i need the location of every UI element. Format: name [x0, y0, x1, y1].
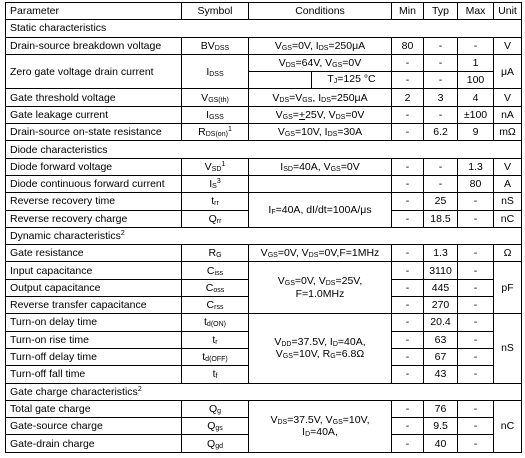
max-value: - [458, 245, 494, 262]
conditions: $T_J=125$ °C [249, 72, 392, 89]
min-value: - [392, 400, 424, 417]
header-parameter: Parameter [6, 3, 182, 20]
symbol: $C_{oss}$ [182, 279, 249, 296]
header-conditions: Conditions [249, 3, 392, 20]
table-row [6, 54, 522, 71]
min-value: - [392, 366, 424, 383]
typ-value: 25 [424, 193, 458, 210]
section-diode [6, 141, 522, 158]
param-name: Gate-drain charge [6, 435, 182, 452]
max-value: 1.3 [458, 158, 494, 175]
section-static [6, 20, 522, 37]
electrical-characteristics-table [5, 2, 522, 453]
max-value: 9 [458, 124, 494, 141]
min-value: 80 [392, 37, 424, 54]
min-value: - [392, 193, 424, 210]
conditions: $V_{GS}=0V$, $V_{DS}=0V,F=1MHz$ [249, 245, 392, 262]
unit: V [494, 158, 522, 175]
unit: nS [494, 314, 522, 383]
unit: nC [494, 400, 522, 452]
table-row [6, 175, 522, 192]
section-dynamic [6, 227, 522, 244]
table-row [6, 106, 522, 123]
conditions [249, 175, 392, 192]
typ-value: 18.5 [424, 210, 458, 227]
symbol: $C_{iss}$ [182, 262, 249, 279]
conditions: $V_{DD}=37.5V$, $I_D=40A$, $V_{GS}=10V$, $R_G=6.8\Omega$ [249, 314, 392, 383]
param-name: Zero gate voltage drain current [6, 54, 182, 89]
symbol: $BV_{DSS}$ [182, 37, 249, 54]
max-value: - [458, 193, 494, 210]
typ-value: 270 [424, 297, 458, 314]
section-title: Gate charge characteristics$^2$ [6, 383, 522, 400]
min-value: - [392, 210, 424, 227]
max-value: - [458, 435, 494, 452]
min-value: - [392, 106, 424, 123]
typ-value: 3110 [424, 262, 458, 279]
typ-value: 9.5 [424, 418, 458, 435]
symbol: $t_r$ [182, 331, 249, 348]
section-title: Diode characteristics [6, 141, 522, 158]
symbol: $t_{d(ON)}$ [182, 314, 249, 331]
max-value: - [458, 297, 494, 314]
max-value: - [458, 37, 494, 54]
unit: nC [494, 210, 522, 227]
max-value: 100 [458, 72, 494, 89]
param-name: Turn-off delay time [6, 348, 182, 365]
unit: A [494, 175, 522, 192]
symbol: $I_{DSS}$ [182, 54, 249, 89]
param-name: Input capacitance [6, 262, 182, 279]
conditions: $V_{DS}=64V$, $V_{GS}=0V$ [249, 54, 392, 71]
table-row [6, 37, 522, 54]
min-value: - [392, 331, 424, 348]
table-row [6, 400, 522, 417]
typ-value: 76 [424, 400, 458, 417]
max-value: - [458, 418, 494, 435]
param-name: Gate resistance [6, 245, 182, 262]
typ-value: 63 [424, 331, 458, 348]
typ-value: 67 [424, 348, 458, 365]
header-max: Max [458, 3, 494, 20]
param-name: Output capacitance [6, 279, 182, 296]
symbol: $t_{d(OFF)}$ [182, 348, 249, 365]
typ-value: 43 [424, 366, 458, 383]
max-value: - [458, 279, 494, 296]
unit: Ω [494, 245, 522, 262]
max-value: 80 [458, 175, 494, 192]
param-name: Diode continuous forward current [6, 175, 182, 192]
typ-value: - [424, 175, 458, 192]
min-value: - [392, 262, 424, 279]
param-name: Drain-source on-state resistance [6, 124, 182, 141]
typ-value: 6.2 [424, 124, 458, 141]
param-name: Reverse recovery charge [6, 210, 182, 227]
section-gate-charge [6, 383, 522, 400]
conditions: $V_{DS}=V_{GS}$, $I_{DS}=250\mu A$ [249, 89, 392, 106]
min-value: - [392, 124, 424, 141]
min-value: - [392, 54, 424, 71]
min-value: - [392, 72, 424, 89]
min-value: - [392, 348, 424, 365]
min-value: - [392, 245, 424, 262]
param-name: Turn-on delay time [6, 314, 182, 331]
param-name: Reverse transfer capacitance [6, 297, 182, 314]
symbol: $Q_{gs}$ [182, 418, 249, 435]
max-value: - [458, 331, 494, 348]
symbol: $R_G$ [182, 245, 249, 262]
symbol: $t_{rr}$ [182, 193, 249, 210]
table-row [6, 314, 522, 331]
min-value: - [392, 175, 424, 192]
conditions: $V_{GS}=10V$, $I_{DS}=30A$ [249, 124, 392, 141]
typ-value: - [424, 106, 458, 123]
section-title: Static characteristics [6, 20, 522, 37]
param-name: Gate threshold voltage [6, 89, 182, 106]
conditions: $V_{GS}=0V$, $V_{DS}=25V$, F=1.0MHz [249, 262, 392, 314]
max-value: - [458, 400, 494, 417]
unit: nS [494, 193, 522, 210]
table-row [6, 193, 522, 210]
typ-value: - [424, 72, 458, 89]
max-value: - [458, 314, 494, 331]
symbol: $I_S^3$ [182, 175, 249, 192]
unit: nA [494, 106, 522, 123]
typ-value: 40 [424, 435, 458, 452]
conditions: $I_F=40A$, dI/dt=100A/μs [249, 193, 392, 228]
table-row [6, 158, 522, 175]
symbol: $V_{SD}^1$ [182, 158, 249, 175]
unit: mΩ [494, 124, 522, 141]
symbol: $Q_{rr}$ [182, 210, 249, 227]
param-name: Gate-source charge [6, 418, 182, 435]
typ-value: - [424, 54, 458, 71]
table-row [6, 245, 522, 262]
conditions: $V_{GS}=0V$, $I_{DS}=250\mu A$ [249, 37, 392, 54]
max-value: - [458, 366, 494, 383]
table-row [6, 89, 522, 106]
param-name: Diode forward voltage [6, 158, 182, 175]
table-row [6, 262, 522, 279]
symbol: $Q_g$ [182, 400, 249, 417]
symbol: $Q_{gd}$ [182, 435, 249, 452]
min-value: - [392, 314, 424, 331]
min-value: - [392, 418, 424, 435]
header-symbol: Symbol [182, 3, 249, 20]
max-value: - [458, 348, 494, 365]
typ-value: 3 [424, 89, 458, 106]
symbol: $R_{DS(on)}^1$ [182, 124, 249, 141]
max-value: - [458, 262, 494, 279]
param-name: Reverse recovery time [6, 193, 182, 210]
param-name: Drain-source breakdown voltage [6, 37, 182, 54]
min-value: - [392, 435, 424, 452]
unit: V [494, 89, 522, 106]
param-name: Turn-on rise time [6, 331, 182, 348]
min-value: - [392, 158, 424, 175]
header-unit: Unit [494, 3, 522, 20]
symbol: $V_{GS(th)}$ [182, 89, 249, 106]
max-value: 1 [458, 54, 494, 71]
unit: μA [494, 54, 522, 89]
symbol: $C_{rss}$ [182, 297, 249, 314]
header-typ: Typ [424, 3, 458, 20]
min-value: - [392, 279, 424, 296]
section-title: Dynamic characteristics$^2$ [6, 227, 522, 244]
typ-value: 1.3 [424, 245, 458, 262]
unit: V [494, 37, 522, 54]
max-value: ±100 [458, 106, 494, 123]
conditions: $V_{GS}=+25V$, $V_{DS}=0V$ [249, 106, 392, 123]
param-name: Total gate charge [6, 400, 182, 417]
header-min: Min [392, 3, 424, 20]
symbol: $I_{GSS}$ [182, 106, 249, 123]
table-row [6, 124, 522, 141]
typ-value: 445 [424, 279, 458, 296]
typ-value: - [424, 158, 458, 175]
unit: pF [494, 262, 522, 314]
header-row [6, 3, 522, 20]
typ-value: - [424, 37, 458, 54]
param-name: Gate leakage current [6, 106, 182, 123]
min-value: - [392, 297, 424, 314]
conditions: $V_{DS}=37.5V$, $V_{GS}=10V$, $I_D=40A$, [249, 400, 392, 452]
min-value: 2 [392, 89, 424, 106]
symbol: $t_f$ [182, 366, 249, 383]
max-value: - [458, 210, 494, 227]
conditions: $I_{SD}=40A$, $V_{GS}=0V$ [249, 158, 392, 175]
max-value: 4 [458, 89, 494, 106]
param-name: Turn-off fall time [6, 366, 182, 383]
typ-value: 20.4 [424, 314, 458, 331]
